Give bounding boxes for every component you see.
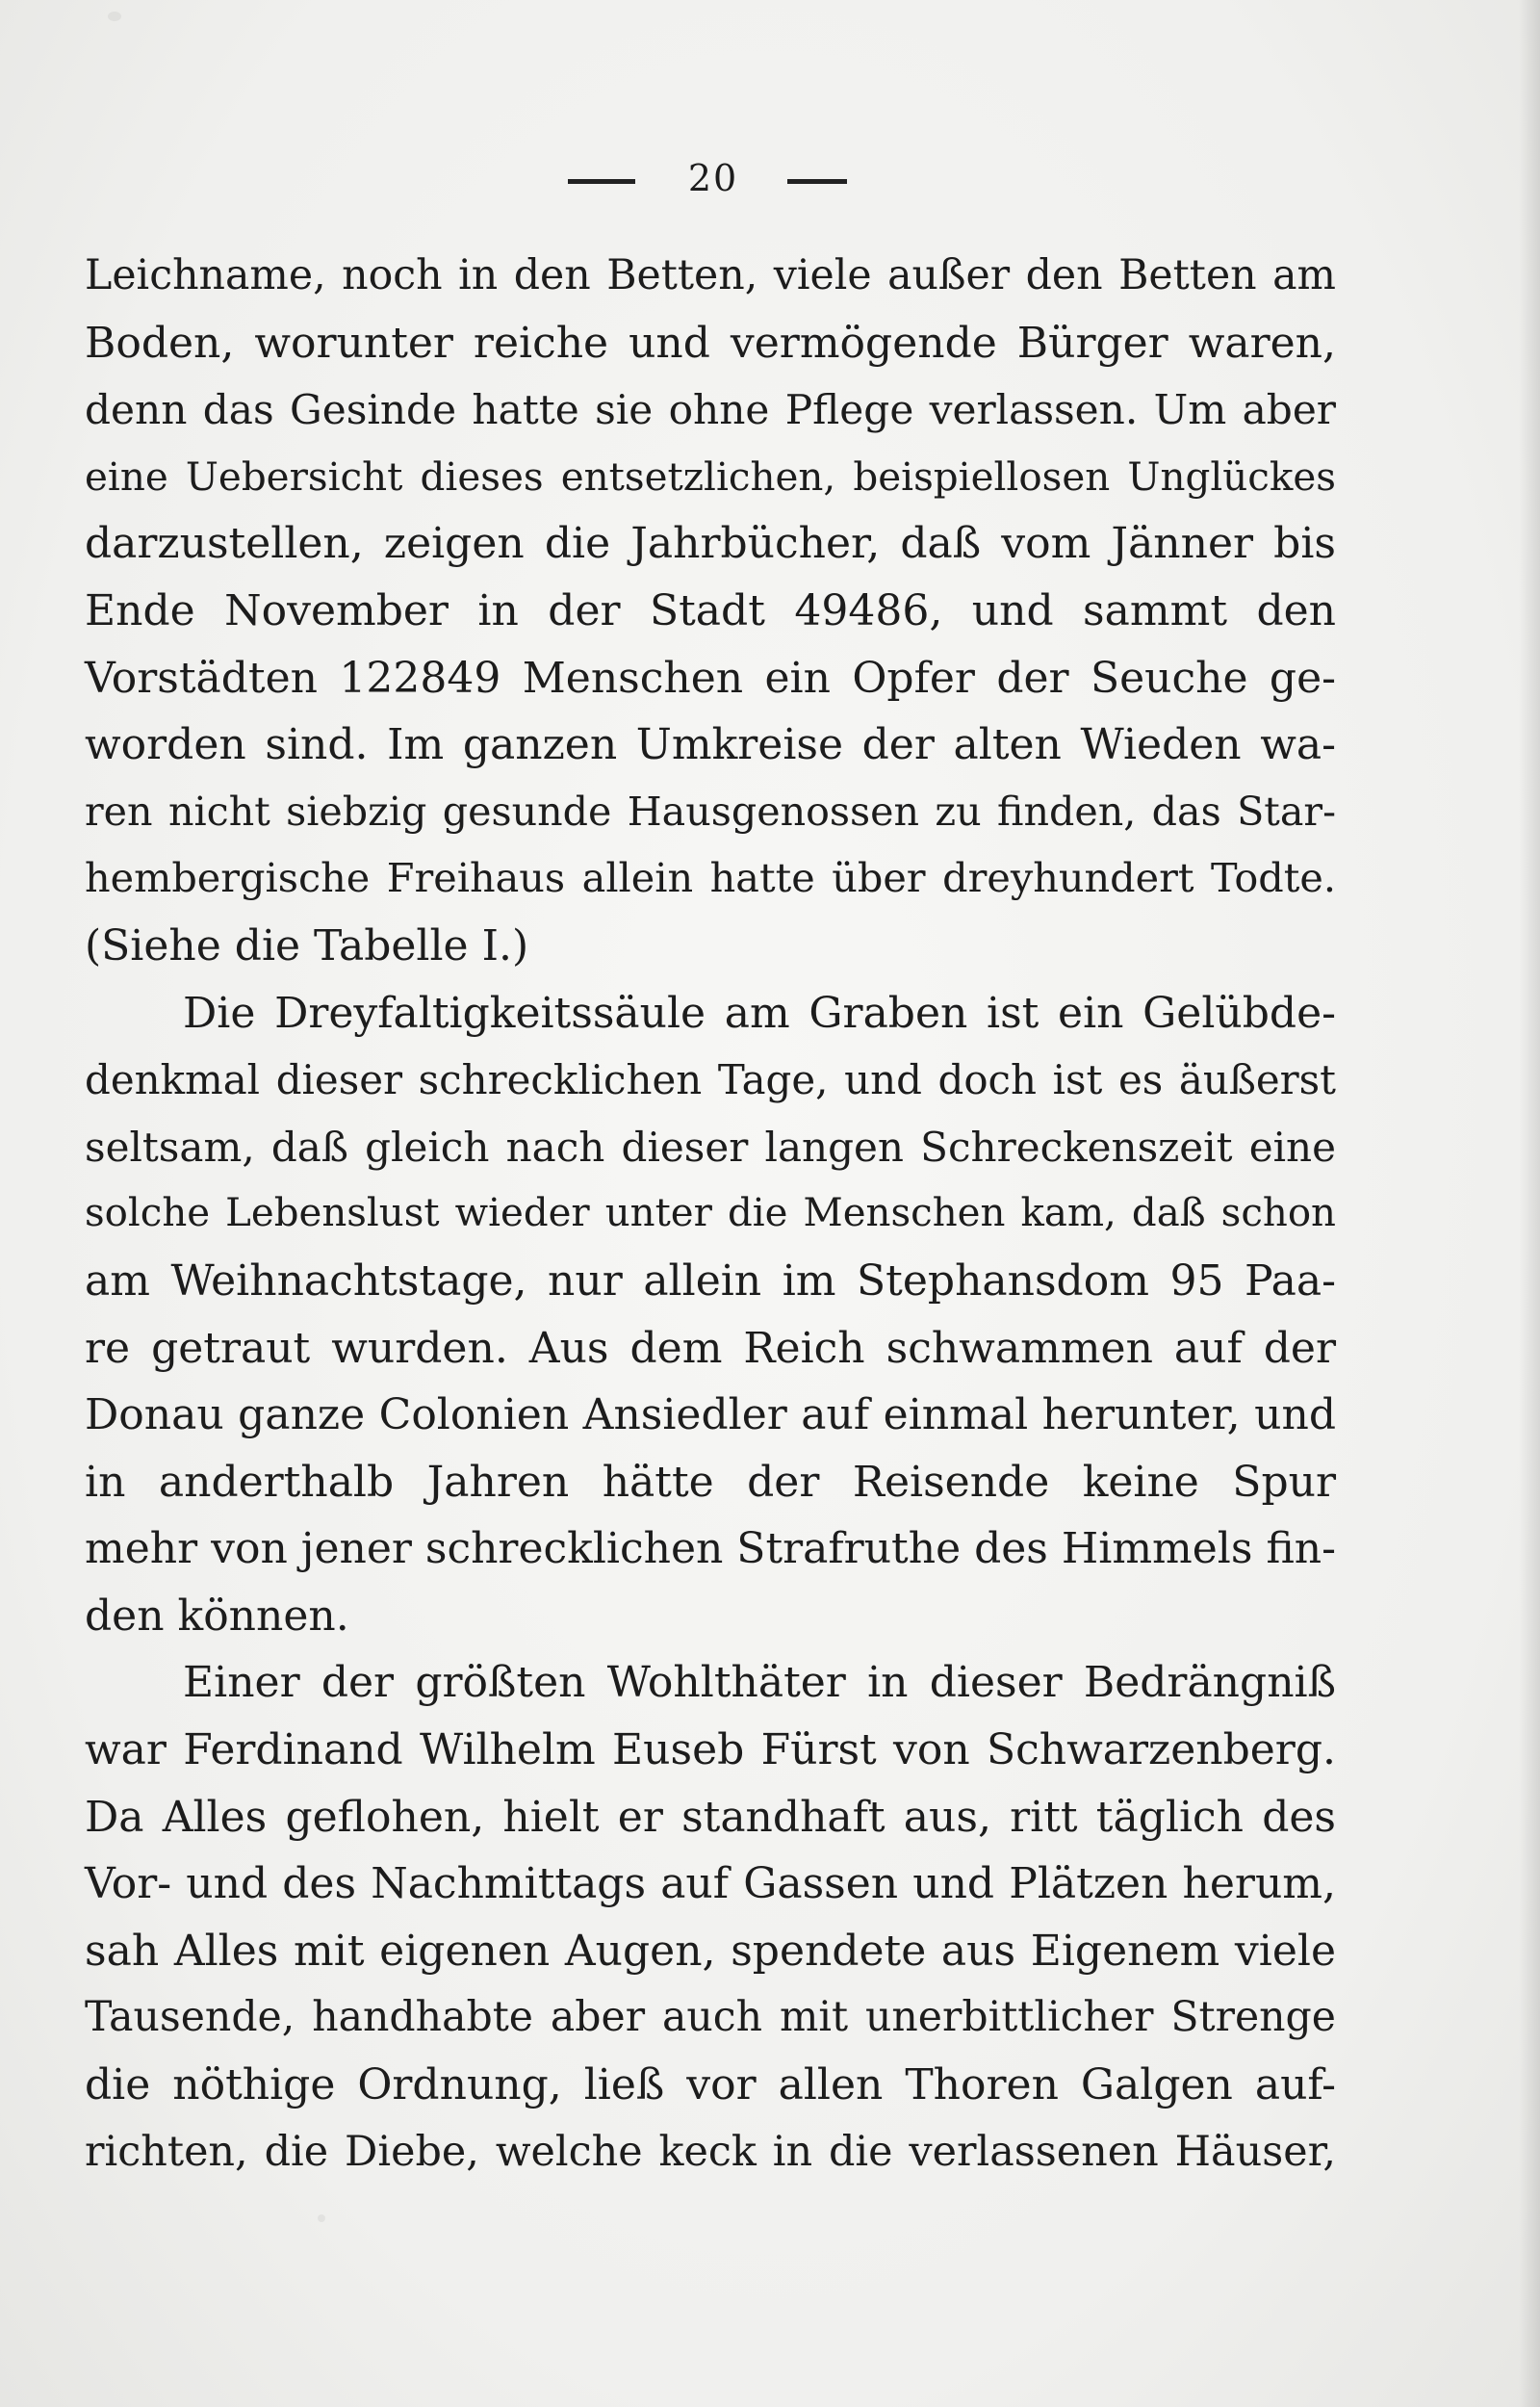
text-line: denkmal dieser schrecklichen Tage, und doch ist es äußerst — [85, 1056, 1336, 1104]
text-line: Boden, worunter reiche und vermögende Bürger waren, — [85, 318, 1336, 368]
text-line: die nöthige Ordnung, ließ vor allen Thoren Galgen auf- — [85, 2060, 1336, 2110]
text-line: denn das Gesinde hatte sie ohne Pflege verlassen. Um aber — [85, 386, 1336, 434]
text-line: solche Lebenslust wieder unter die Menschen kam, daß schon — [85, 1191, 1336, 1236]
text-line: ren nicht siebzig gesunde Hausgenossen zu finden, das Star- — [85, 788, 1336, 835]
text-line: den können. — [85, 1591, 349, 1641]
text-line: worden sind. Im ganzen Umkreise der alten Wieden wa- — [85, 720, 1336, 770]
text-line: in anderthalb Jahren hätte der Reisende keine Spur — [85, 1457, 1336, 1507]
text-line: seltsam, daß gleich nach dieser langen Schreckenszeit eine — [85, 1123, 1336, 1171]
text-line: war Ferdinand Wilhelm Euseb Fürst von Schwarzenberg. — [85, 1725, 1336, 1775]
paper-spot — [318, 2214, 325, 2222]
page-number: 20 — [687, 157, 739, 199]
text-line: re getraut wurden. Aus dem Reich schwammen auf der — [85, 1323, 1336, 1373]
text-line: darzustellen, zeigen die Jahrbücher, daß vom Jänner bis — [85, 519, 1336, 569]
header-dash-right — [787, 179, 847, 184]
text-line: Vorstädten 122849 Menschen ein Opfer der Seuche ge- — [85, 653, 1336, 703]
text-line: richten, die Diebe, welche keck in die verlassenen Häuser, — [85, 2127, 1336, 2176]
page-edge-shadow — [1519, 0, 1540, 2407]
text-line: sah Alles mit eigenen Augen, spendete aus Eigenem viele — [85, 1926, 1336, 1976]
body-text — [85, 243, 1336, 2186]
paper-spot — [108, 12, 121, 21]
text-line: Vor- und des Nachmittags auf Gassen und Plätzen herum, — [85, 1859, 1336, 1909]
text-line: hembergische Freihaus allein hatte über dreyhundert Todte. — [85, 855, 1336, 902]
text-line: Die Dreyfaltigkeitssäule am Graben ist ein Gelübde- — [183, 988, 1336, 1038]
text-line: Tausende, handhabte aber auch mit unerbittlicher Strenge — [85, 1993, 1336, 2042]
page-header — [0, 154, 1540, 202]
text-line: eine Uebersicht dieses entsetzlichen, beispiellosen Unglückes — [85, 453, 1336, 500]
text-line: (Siehe die Tabelle I.) — [85, 920, 529, 971]
text-line: Donau ganze Colonien Ansiedler auf einmal herunter, und — [85, 1390, 1336, 1440]
text-line: Leichname, noch in den Betten, viele außer den Betten am — [85, 251, 1336, 299]
text-line: am Weihnachtstage, nur allein im Stephansdom 95 Paa- — [85, 1255, 1336, 1306]
header-dash-left — [568, 179, 635, 184]
text-line: Einer der größten Wohlthäter in dieser Bedrängniß — [183, 1658, 1336, 1708]
text-line: Da Alles geflohen, hielt er standhaft aus, ritt täglich des — [85, 1792, 1336, 1842]
text-line: Ende November in der Stadt 49486, und sammt den — [85, 585, 1336, 635]
text-line: mehr von jener schrecklichen Strafruthe des Himmels fin- — [85, 1524, 1336, 1574]
